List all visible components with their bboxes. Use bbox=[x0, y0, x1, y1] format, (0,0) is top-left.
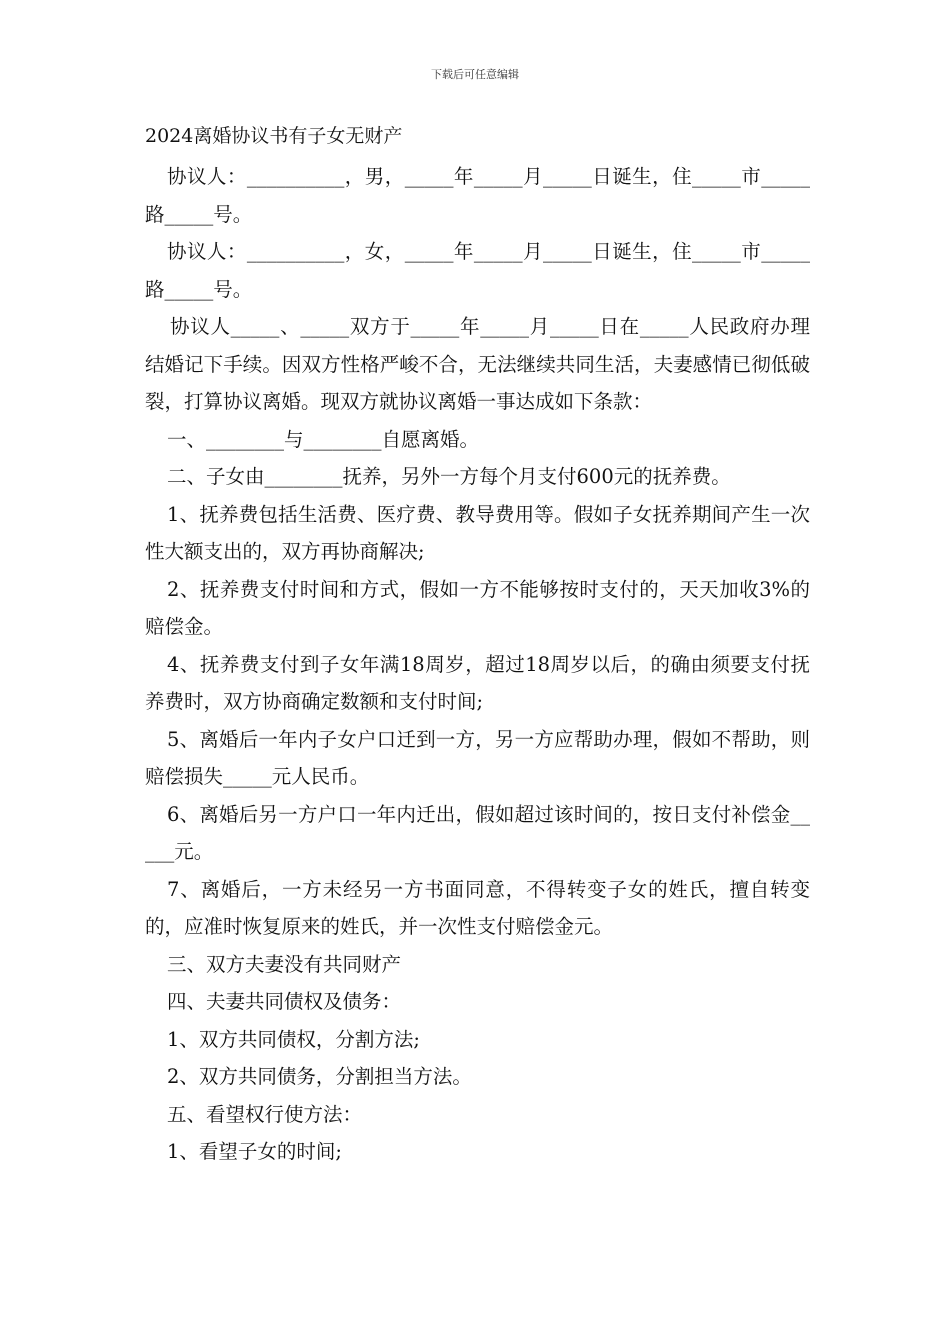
clause-two-item-4: 4、抚养费支付到子女年满18周岁，超过18周岁以后，的确由须要支付抚养费时，双方协商确定数额和支付时间; bbox=[145, 652, 810, 713]
document-title: 2024离婚协议书有子女无财产 bbox=[145, 125, 403, 147]
clause-two-paragraph: 二、子女由________抚养，另外一方每个月支付600元的抚养费。 bbox=[167, 465, 731, 488]
clause-five-item-1: 1、看望子女的时间; bbox=[167, 1140, 342, 1163]
clause-two-item-2: 2、抚养费支付时间和方式，假如一方不能够按时支付的，天天加收3%的赔偿金。 bbox=[145, 577, 810, 638]
clause-two-item-7: 7、离婚后，一方未经另一方书面同意，不得转变子女的姓氏，擅自转变的，应准时恢复原来的姓氏，并一次性支付赔偿金元。 bbox=[145, 877, 810, 938]
clause-two-item-1: 1、抚养费包括生活费、医疗费、教导费用等。假如子女抚养期间产生一次性大额支出的，双方再协商解决; bbox=[145, 502, 810, 563]
clause-four-item-2: 2、双方共同债务，分割担当方法。 bbox=[167, 1065, 472, 1088]
party-one-paragraph: 协议人：__________，男，_____年_____月_____日诞生，住_____市_____路_____号。 bbox=[145, 165, 810, 226]
document-body bbox=[145, 158, 810, 1171]
clause-four-item-1: 1、双方共同债权，分割方法; bbox=[167, 1027, 420, 1051]
page-header-note: 下载后可任意编辑 bbox=[431, 68, 519, 81]
clause-two-item-5: 5、离婚后一年内子女户口迁到一方，另一方应帮助办理，假如不帮助，则赔偿损失_____元人民币。 bbox=[145, 727, 810, 788]
clause-one-paragraph: 一、________与________自愿离婚。 bbox=[167, 427, 480, 451]
clause-three-paragraph: 三、双方夫妻没有共同财产 bbox=[167, 952, 402, 976]
preamble-paragraph: 协议人_____、_____双方于_____年_____月_____日在_____人民政府办理结婚记下手续。因双方性格严峻不合，无法继续共同生活，夫妻感情已彻低破裂，打算协议离婚。现双方就协议离婚一事达成如下条款： bbox=[145, 315, 810, 413]
party-two-paragraph: 协议人：__________，女，_____年_____月_____日诞生，住_____市_____路_____号。 bbox=[145, 240, 810, 301]
clause-four-paragraph: 四、夫妻共同债权及债务： bbox=[167, 990, 402, 1013]
clause-five-paragraph: 五、看望权行使方法： bbox=[167, 1102, 363, 1126]
clause-two-item-6: 6、离婚后另一方户口一年内迁出，假如超过该时间的，按日支付补偿金_____元。 bbox=[145, 802, 810, 863]
